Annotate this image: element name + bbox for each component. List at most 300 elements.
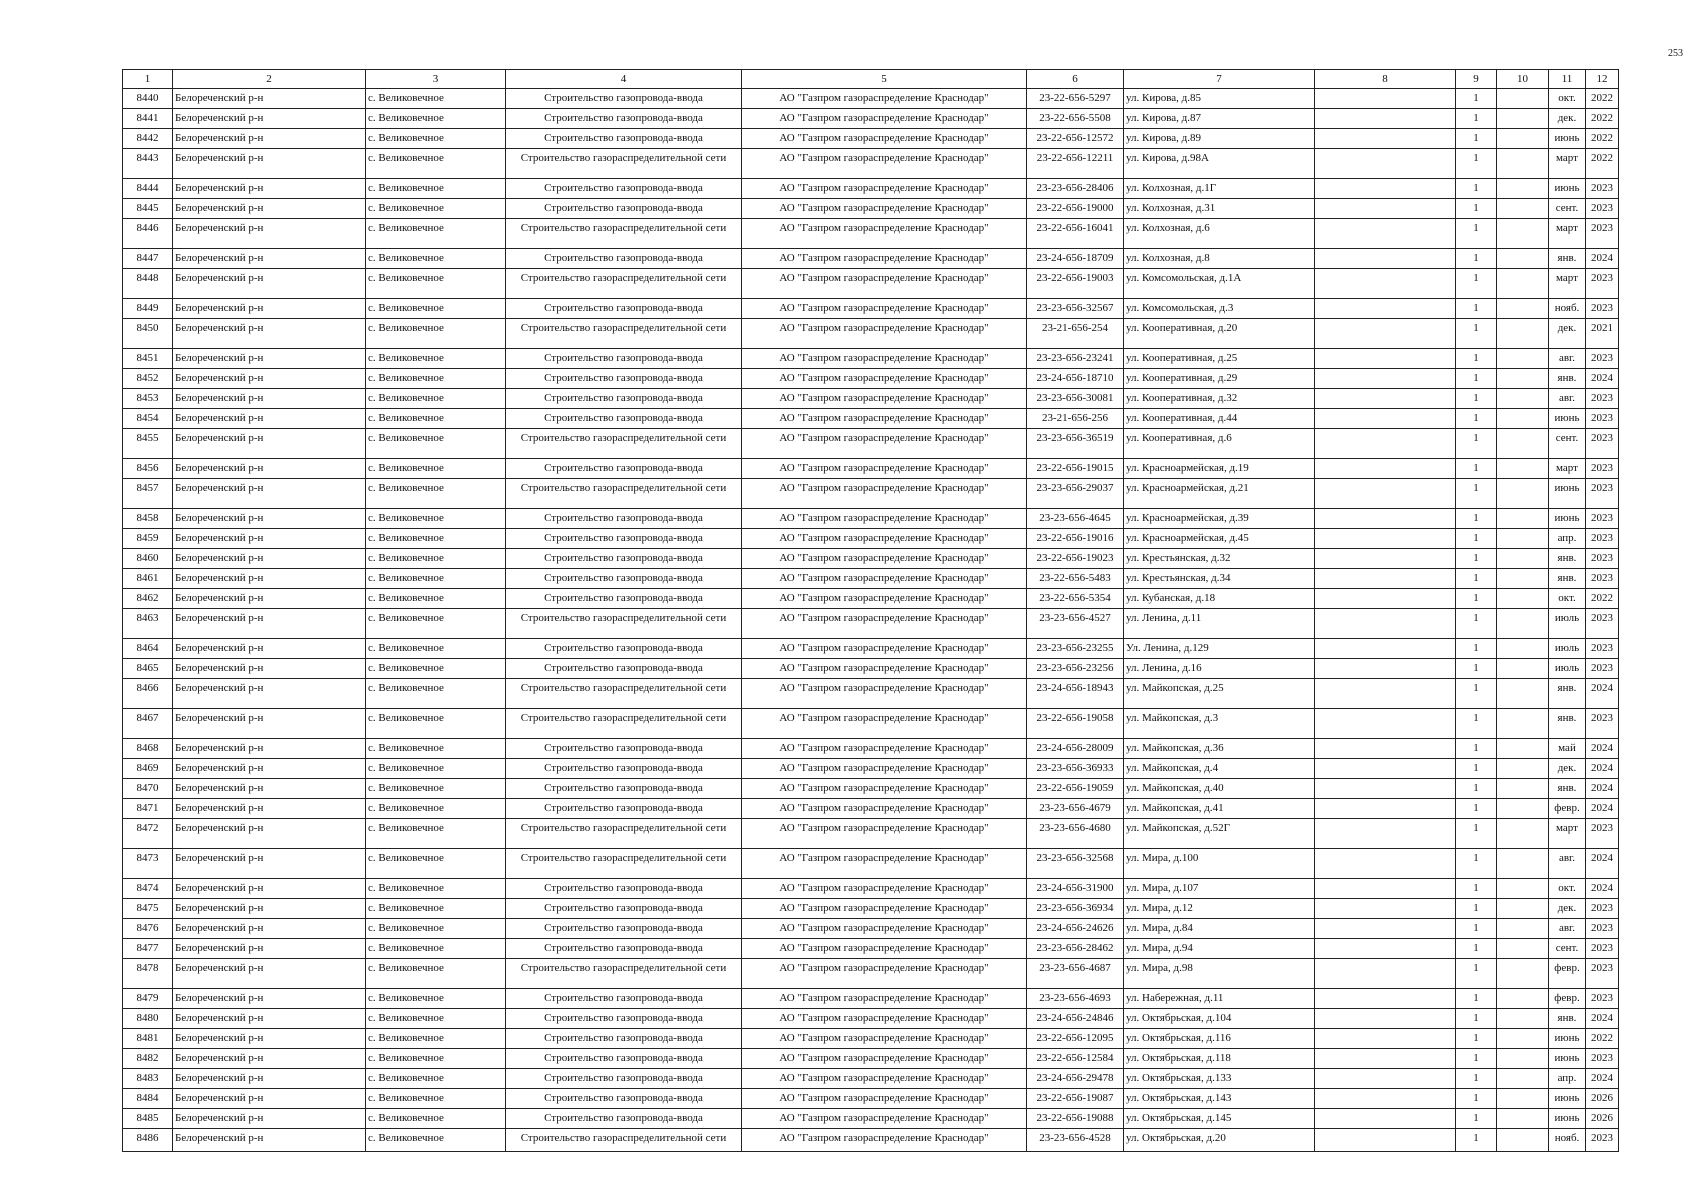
- row-number: 8462: [123, 589, 173, 609]
- month-cell: июль: [1549, 609, 1586, 639]
- settlement-cell: с. Великовечное: [366, 1049, 506, 1069]
- year-cell: 2023: [1586, 939, 1619, 959]
- quantity-cell: 1: [1456, 679, 1497, 709]
- address-cell: ул. Ленина, д.11: [1124, 609, 1315, 639]
- organization-cell: АО "Газпром газораспределение Краснодар": [742, 179, 1027, 199]
- month-cell: янв.: [1549, 369, 1586, 389]
- district-cell: Белореченский р-н: [173, 299, 366, 319]
- column-8-cell: [1315, 849, 1456, 879]
- organization-cell: АО "Газпром газораспределение Краснодар": [742, 299, 1027, 319]
- quantity-cell: 1: [1456, 1049, 1497, 1069]
- address-cell: ул. Мира, д.100: [1124, 849, 1315, 879]
- district-cell: Белореченский р-н: [173, 429, 366, 459]
- column-8-cell: [1315, 109, 1456, 129]
- table-row: [123, 589, 1619, 609]
- year-cell: 2023: [1586, 919, 1619, 939]
- row-number: 8478: [123, 959, 173, 989]
- year-cell: 2022: [1586, 129, 1619, 149]
- organization-cell: АО "Газпром газораспределение Краснодар": [742, 739, 1027, 759]
- work-type-cell: Строительство газопровода-ввода: [506, 199, 742, 219]
- settlement-cell: с. Великовечное: [366, 1009, 506, 1029]
- work-type-cell: Строительство газопровода-ввода: [506, 349, 742, 369]
- quantity-cell: 1: [1456, 939, 1497, 959]
- organization-cell: АО "Газпром газораспределение Краснодар": [742, 919, 1027, 939]
- column-10-cell: [1497, 179, 1549, 199]
- column-10-cell: [1497, 429, 1549, 459]
- column-10-cell: [1497, 299, 1549, 319]
- organization-cell: АО "Газпром газораспределение Краснодар": [742, 609, 1027, 639]
- row-number: 8471: [123, 799, 173, 819]
- work-type-cell: Строительство газопровода-ввода: [506, 759, 742, 779]
- column-10-cell: [1497, 349, 1549, 369]
- organization-cell: АО "Газпром газораспределение Краснодар": [742, 589, 1027, 609]
- column-8-cell: [1315, 299, 1456, 319]
- object-code-cell: 23-24-656-24846: [1027, 1009, 1124, 1029]
- row-number: 8458: [123, 509, 173, 529]
- address-cell: ул. Кирова, д.85: [1124, 89, 1315, 109]
- year-cell: 2024: [1586, 849, 1619, 879]
- organization-cell: АО "Газпром газораспределение Краснодар": [742, 819, 1027, 849]
- month-cell: авг.: [1549, 349, 1586, 369]
- quantity-cell: 1: [1456, 409, 1497, 429]
- row-number: 8444: [123, 179, 173, 199]
- organization-cell: АО "Газпром газораспределение Краснодар": [742, 879, 1027, 899]
- object-code-cell: 23-22-656-19088: [1027, 1109, 1124, 1129]
- column-8-cell: [1315, 679, 1456, 709]
- district-cell: Белореченский р-н: [173, 129, 366, 149]
- object-code-cell: 23-23-656-32567: [1027, 299, 1124, 319]
- district-cell: Белореченский р-н: [173, 739, 366, 759]
- quantity-cell: 1: [1456, 429, 1497, 459]
- year-cell: 2024: [1586, 879, 1619, 899]
- work-type-cell: Строительство газораспределительной сети: [506, 219, 742, 249]
- district-cell: Белореченский р-н: [173, 109, 366, 129]
- quantity-cell: 1: [1456, 269, 1497, 299]
- object-code-cell: 23-22-656-5508: [1027, 109, 1124, 129]
- row-number: 8442: [123, 129, 173, 149]
- row-number: 8445: [123, 199, 173, 219]
- object-code-cell: 23-23-656-36519: [1027, 429, 1124, 459]
- row-number: 8481: [123, 1029, 173, 1049]
- object-code-cell: 23-22-656-19058: [1027, 709, 1124, 739]
- work-type-cell: Строительство газопровода-ввода: [506, 109, 742, 129]
- district-cell: Белореченский р-н: [173, 1109, 366, 1129]
- column-8-cell: [1315, 1089, 1456, 1109]
- organization-cell: АО "Газпром газораспределение Краснодар": [742, 369, 1027, 389]
- address-cell: ул. Мира, д.84: [1124, 919, 1315, 939]
- column-header: 6: [1027, 70, 1124, 89]
- year-cell: 2024: [1586, 369, 1619, 389]
- district-cell: Белореченский р-н: [173, 1089, 366, 1109]
- column-8-cell: [1315, 959, 1456, 989]
- quantity-cell: 1: [1456, 89, 1497, 109]
- organization-cell: АО "Газпром газораспределение Краснодар": [742, 959, 1027, 989]
- column-header: 2: [173, 70, 366, 89]
- column-10-cell: [1497, 219, 1549, 249]
- address-cell: ул. Октябрьская, д.143: [1124, 1089, 1315, 1109]
- column-10-cell: [1497, 1129, 1549, 1152]
- table-row: [123, 529, 1619, 549]
- column-10-cell: [1497, 89, 1549, 109]
- work-type-cell: Строительство газопровода-ввода: [506, 989, 742, 1009]
- quantity-cell: 1: [1456, 369, 1497, 389]
- work-type-cell: Строительство газопровода-ввода: [506, 89, 742, 109]
- work-type-cell: Строительство газопровода-ввода: [506, 129, 742, 149]
- column-8-cell: [1315, 179, 1456, 199]
- organization-cell: АО "Газпром газораспределение Краснодар": [742, 1049, 1027, 1069]
- settlement-cell: с. Великовечное: [366, 549, 506, 569]
- column-10-cell: [1497, 899, 1549, 919]
- settlement-cell: с. Великовечное: [366, 679, 506, 709]
- work-type-cell: Строительство газопровода-ввода: [506, 639, 742, 659]
- organization-cell: АО "Газпром газораспределение Краснодар": [742, 1069, 1027, 1089]
- row-number: 8469: [123, 759, 173, 779]
- column-8-cell: [1315, 1069, 1456, 1089]
- row-number: 8464: [123, 639, 173, 659]
- settlement-cell: с. Великовечное: [366, 409, 506, 429]
- month-cell: сент.: [1549, 939, 1586, 959]
- district-cell: Белореченский р-н: [173, 1069, 366, 1089]
- organization-cell: АО "Газпром газораспределение Краснодар": [742, 849, 1027, 879]
- work-type-cell: Строительство газопровода-ввода: [506, 779, 742, 799]
- work-type-cell: Строительство газораспределительной сети: [506, 269, 742, 299]
- object-code-cell: 23-24-656-29478: [1027, 1069, 1124, 1089]
- settlement-cell: с. Великовечное: [366, 1069, 506, 1089]
- row-number: 8480: [123, 1009, 173, 1029]
- row-number: 8446: [123, 219, 173, 249]
- quantity-cell: 1: [1456, 709, 1497, 739]
- month-cell: авг.: [1549, 849, 1586, 879]
- column-8-cell: [1315, 369, 1456, 389]
- object-code-cell: 23-22-656-19059: [1027, 779, 1124, 799]
- object-code-cell: 23-24-656-24626: [1027, 919, 1124, 939]
- row-number: 8477: [123, 939, 173, 959]
- address-cell: ул. Колхозная, д.31: [1124, 199, 1315, 219]
- quantity-cell: 1: [1456, 1109, 1497, 1129]
- year-cell: 2024: [1586, 679, 1619, 709]
- column-10-cell: [1497, 759, 1549, 779]
- column-8-cell: [1315, 879, 1456, 899]
- table-row: [123, 819, 1619, 849]
- organization-cell: АО "Газпром газораспределение Краснодар": [742, 129, 1027, 149]
- object-code-cell: 23-23-656-23255: [1027, 639, 1124, 659]
- year-cell: 2023: [1586, 959, 1619, 989]
- month-cell: нояб.: [1549, 299, 1586, 319]
- work-type-cell: Строительство газопровода-ввода: [506, 369, 742, 389]
- address-cell: ул. Кубанская, д.18: [1124, 589, 1315, 609]
- row-number: 8455: [123, 429, 173, 459]
- organization-cell: АО "Газпром газораспределение Краснодар": [742, 479, 1027, 509]
- table-row: [123, 1129, 1619, 1152]
- object-code-cell: 23-22-656-19003: [1027, 269, 1124, 299]
- column-8-cell: [1315, 659, 1456, 679]
- work-type-cell: Строительство газораспределительной сети: [506, 429, 742, 459]
- table-row: [123, 609, 1619, 639]
- table-row: [123, 799, 1619, 819]
- row-number: 8461: [123, 569, 173, 589]
- month-cell: февр.: [1549, 989, 1586, 1009]
- row-number: 8449: [123, 299, 173, 319]
- row-number: 8482: [123, 1049, 173, 1069]
- column-8-cell: [1315, 799, 1456, 819]
- column-8-cell: [1315, 149, 1456, 179]
- organization-cell: АО "Газпром газораспределение Краснодар": [742, 1109, 1027, 1129]
- object-code-cell: 23-22-656-16041: [1027, 219, 1124, 249]
- table-row: [123, 319, 1619, 349]
- object-code-cell: 23-21-656-254: [1027, 319, 1124, 349]
- organization-cell: АО "Газпром газораспределение Краснодар": [742, 989, 1027, 1009]
- work-type-cell: Строительство газопровода-ввода: [506, 529, 742, 549]
- column-8-cell: [1315, 919, 1456, 939]
- month-cell: июнь: [1549, 479, 1586, 509]
- month-cell: дек.: [1549, 899, 1586, 919]
- quantity-cell: 1: [1456, 1009, 1497, 1029]
- column-10-cell: [1497, 1089, 1549, 1109]
- settlement-cell: с. Великовечное: [366, 389, 506, 409]
- settlement-cell: с. Великовечное: [366, 179, 506, 199]
- settlement-cell: с. Великовечное: [366, 779, 506, 799]
- object-code-cell: 23-22-656-5483: [1027, 569, 1124, 589]
- month-cell: янв.: [1549, 709, 1586, 739]
- district-cell: Белореченский р-н: [173, 879, 366, 899]
- table-row: [123, 679, 1619, 709]
- work-type-cell: Строительство газопровода-ввода: [506, 919, 742, 939]
- column-10-cell: [1497, 1049, 1549, 1069]
- table-row: [123, 1009, 1619, 1029]
- district-cell: Белореченский р-н: [173, 759, 366, 779]
- work-type-cell: Строительство газопровода-ввода: [506, 1009, 742, 1029]
- quantity-cell: 1: [1456, 589, 1497, 609]
- settlement-cell: с. Великовечное: [366, 879, 506, 899]
- month-cell: июнь: [1549, 409, 1586, 429]
- work-type-cell: Строительство газораспределительной сети: [506, 479, 742, 509]
- column-8-cell: [1315, 739, 1456, 759]
- column-8-cell: [1315, 1129, 1456, 1152]
- quantity-cell: 1: [1456, 879, 1497, 899]
- table-row: [123, 879, 1619, 899]
- quantity-cell: 1: [1456, 1029, 1497, 1049]
- quantity-cell: 1: [1456, 569, 1497, 589]
- year-cell: 2023: [1586, 989, 1619, 1009]
- object-code-cell: 23-23-656-28406: [1027, 179, 1124, 199]
- table-row: [123, 1089, 1619, 1109]
- month-cell: дек.: [1549, 319, 1586, 349]
- object-code-cell: 23-23-656-32568: [1027, 849, 1124, 879]
- settlement-cell: с. Великовечное: [366, 739, 506, 759]
- column-10-cell: [1497, 549, 1549, 569]
- column-10-cell: [1497, 919, 1549, 939]
- row-number: 8447: [123, 249, 173, 269]
- year-cell: 2023: [1586, 569, 1619, 589]
- settlement-cell: с. Великовечное: [366, 989, 506, 1009]
- column-header: 8: [1315, 70, 1456, 89]
- year-cell: 2023: [1586, 709, 1619, 739]
- organization-cell: АО "Газпром газораспределение Краснодар": [742, 109, 1027, 129]
- settlement-cell: с. Великовечное: [366, 959, 506, 989]
- settlement-cell: с. Великовечное: [366, 479, 506, 509]
- object-code-cell: 23-22-656-19087: [1027, 1089, 1124, 1109]
- column-10-cell: [1497, 779, 1549, 799]
- work-type-cell: Строительство газораспределительной сети: [506, 149, 742, 179]
- month-cell: янв.: [1549, 1009, 1586, 1029]
- column-8-cell: [1315, 1049, 1456, 1069]
- column-10-cell: [1497, 529, 1549, 549]
- work-type-cell: Строительство газораспределительной сети: [506, 319, 742, 349]
- district-cell: Белореченский р-н: [173, 249, 366, 269]
- organization-cell: АО "Газпром газораспределение Краснодар": [742, 1029, 1027, 1049]
- object-code-cell: 23-24-656-18709: [1027, 249, 1124, 269]
- month-cell: сент.: [1549, 429, 1586, 459]
- object-code-cell: 23-22-656-19023: [1027, 549, 1124, 569]
- organization-cell: АО "Газпром газораспределение Краснодар": [742, 269, 1027, 299]
- work-type-cell: Строительство газопровода-ввода: [506, 739, 742, 759]
- quantity-cell: 1: [1456, 509, 1497, 529]
- settlement-cell: с. Великовечное: [366, 899, 506, 919]
- column-10-cell: [1497, 939, 1549, 959]
- object-code-cell: 23-24-656-18710: [1027, 369, 1124, 389]
- object-code-cell: 23-23-656-29037: [1027, 479, 1124, 509]
- settlement-cell: с. Великовечное: [366, 1089, 506, 1109]
- row-number: 8460: [123, 549, 173, 569]
- row-number: 8456: [123, 459, 173, 479]
- row-number: 8457: [123, 479, 173, 509]
- year-cell: 2023: [1586, 479, 1619, 509]
- column-8-cell: [1315, 639, 1456, 659]
- object-code-cell: 23-23-656-30081: [1027, 389, 1124, 409]
- quantity-cell: 1: [1456, 529, 1497, 549]
- month-cell: окт.: [1549, 879, 1586, 899]
- year-cell: 2024: [1586, 1069, 1619, 1089]
- month-cell: февр.: [1549, 799, 1586, 819]
- month-cell: февр.: [1549, 959, 1586, 989]
- year-cell: 2021: [1586, 319, 1619, 349]
- header-row: [123, 70, 1619, 89]
- month-cell: нояб.: [1549, 1129, 1586, 1152]
- month-cell: июнь: [1549, 509, 1586, 529]
- month-cell: дек.: [1549, 759, 1586, 779]
- year-cell: 2024: [1586, 799, 1619, 819]
- address-cell: ул. Мира, д.98: [1124, 959, 1315, 989]
- row-number: 8451: [123, 349, 173, 369]
- address-cell: ул. Майкопская, д.4: [1124, 759, 1315, 779]
- settlement-cell: с. Великовечное: [366, 819, 506, 849]
- column-10-cell: [1497, 739, 1549, 759]
- settlement-cell: с. Великовечное: [366, 659, 506, 679]
- column-8-cell: [1315, 549, 1456, 569]
- address-cell: ул. Кооперативная, д.25: [1124, 349, 1315, 369]
- district-cell: Белореченский р-н: [173, 709, 366, 739]
- quantity-cell: 1: [1456, 959, 1497, 989]
- work-type-cell: Строительство газопровода-ввода: [506, 179, 742, 199]
- quantity-cell: 1: [1456, 639, 1497, 659]
- organization-cell: АО "Газпром газораспределение Краснодар": [742, 569, 1027, 589]
- year-cell: 2023: [1586, 899, 1619, 919]
- row-number: 8475: [123, 899, 173, 919]
- table-row: [123, 1069, 1619, 1089]
- quantity-cell: 1: [1456, 109, 1497, 129]
- month-cell: июль: [1549, 639, 1586, 659]
- object-code-cell: 23-22-656-12095: [1027, 1029, 1124, 1049]
- object-code-cell: 23-23-656-36934: [1027, 899, 1124, 919]
- district-cell: Белореченский р-н: [173, 349, 366, 369]
- column-10-cell: [1497, 369, 1549, 389]
- row-number: 8474: [123, 879, 173, 899]
- settlement-cell: с. Великовечное: [366, 589, 506, 609]
- table-row: [123, 89, 1619, 109]
- month-cell: июнь: [1549, 1049, 1586, 1069]
- object-code-cell: 23-23-656-4680: [1027, 819, 1124, 849]
- column-10-cell: [1497, 709, 1549, 739]
- district-cell: Белореченский р-н: [173, 549, 366, 569]
- district-cell: Белореченский р-н: [173, 899, 366, 919]
- month-cell: июнь: [1549, 1089, 1586, 1109]
- quantity-cell: 1: [1456, 799, 1497, 819]
- work-type-cell: Строительство газопровода-ввода: [506, 879, 742, 899]
- column-8-cell: [1315, 269, 1456, 299]
- row-number: 8465: [123, 659, 173, 679]
- table-row: [123, 709, 1619, 739]
- organization-cell: АО "Газпром газораспределение Краснодар": [742, 1129, 1027, 1152]
- month-cell: апр.: [1549, 529, 1586, 549]
- quantity-cell: 1: [1456, 899, 1497, 919]
- district-cell: Белореченский р-н: [173, 819, 366, 849]
- district-cell: Белореченский р-н: [173, 1049, 366, 1069]
- settlement-cell: с. Великовечное: [366, 369, 506, 389]
- year-cell: 2023: [1586, 429, 1619, 459]
- column-10-cell: [1497, 249, 1549, 269]
- address-cell: ул. Комсомольская, д.1А: [1124, 269, 1315, 299]
- address-cell: ул. Кирова, д.98А: [1124, 149, 1315, 179]
- address-cell: ул. Колхозная, д.8: [1124, 249, 1315, 269]
- work-type-cell: Строительство газопровода-ввода: [506, 509, 742, 529]
- address-cell: ул. Ленина, д.16: [1124, 659, 1315, 679]
- quantity-cell: 1: [1456, 179, 1497, 199]
- district-cell: Белореченский р-н: [173, 89, 366, 109]
- organization-cell: АО "Газпром газораспределение Краснодар": [742, 549, 1027, 569]
- district-cell: Белореченский р-н: [173, 509, 366, 529]
- year-cell: 2024: [1586, 249, 1619, 269]
- column-header: 1: [123, 70, 173, 89]
- settlement-cell: с. Великовечное: [366, 509, 506, 529]
- quantity-cell: 1: [1456, 1069, 1497, 1089]
- object-code-cell: 23-23-656-4527: [1027, 609, 1124, 639]
- object-code-cell: 23-22-656-19016: [1027, 529, 1124, 549]
- address-cell: ул. Мира, д.94: [1124, 939, 1315, 959]
- work-type-cell: Строительство газораспределительной сети: [506, 709, 742, 739]
- row-number: 8484: [123, 1089, 173, 1109]
- work-type-cell: Строительство газораспределительной сети: [506, 959, 742, 989]
- row-number: 8467: [123, 709, 173, 739]
- district-cell: Белореченский р-н: [173, 919, 366, 939]
- work-type-cell: Строительство газопровода-ввода: [506, 549, 742, 569]
- page-number: 253: [1668, 48, 1683, 59]
- year-cell: 2026: [1586, 1109, 1619, 1129]
- work-type-cell: Строительство газораспределительной сети: [506, 849, 742, 879]
- address-cell: ул. Крестьянская, д.34: [1124, 569, 1315, 589]
- work-type-cell: Строительство газопровода-ввода: [506, 1069, 742, 1089]
- address-cell: ул. Октябрьская, д.145: [1124, 1109, 1315, 1129]
- table-row: [123, 429, 1619, 459]
- work-type-cell: Строительство газопровода-ввода: [506, 1109, 742, 1129]
- quantity-cell: 1: [1456, 849, 1497, 879]
- district-cell: Белореченский р-н: [173, 799, 366, 819]
- column-10-cell: [1497, 1069, 1549, 1089]
- column-8-cell: [1315, 1109, 1456, 1129]
- work-type-cell: Строительство газораспределительной сети: [506, 609, 742, 639]
- month-cell: июнь: [1549, 179, 1586, 199]
- organization-cell: АО "Газпром газораспределение Краснодар": [742, 219, 1027, 249]
- month-cell: дек.: [1549, 109, 1586, 129]
